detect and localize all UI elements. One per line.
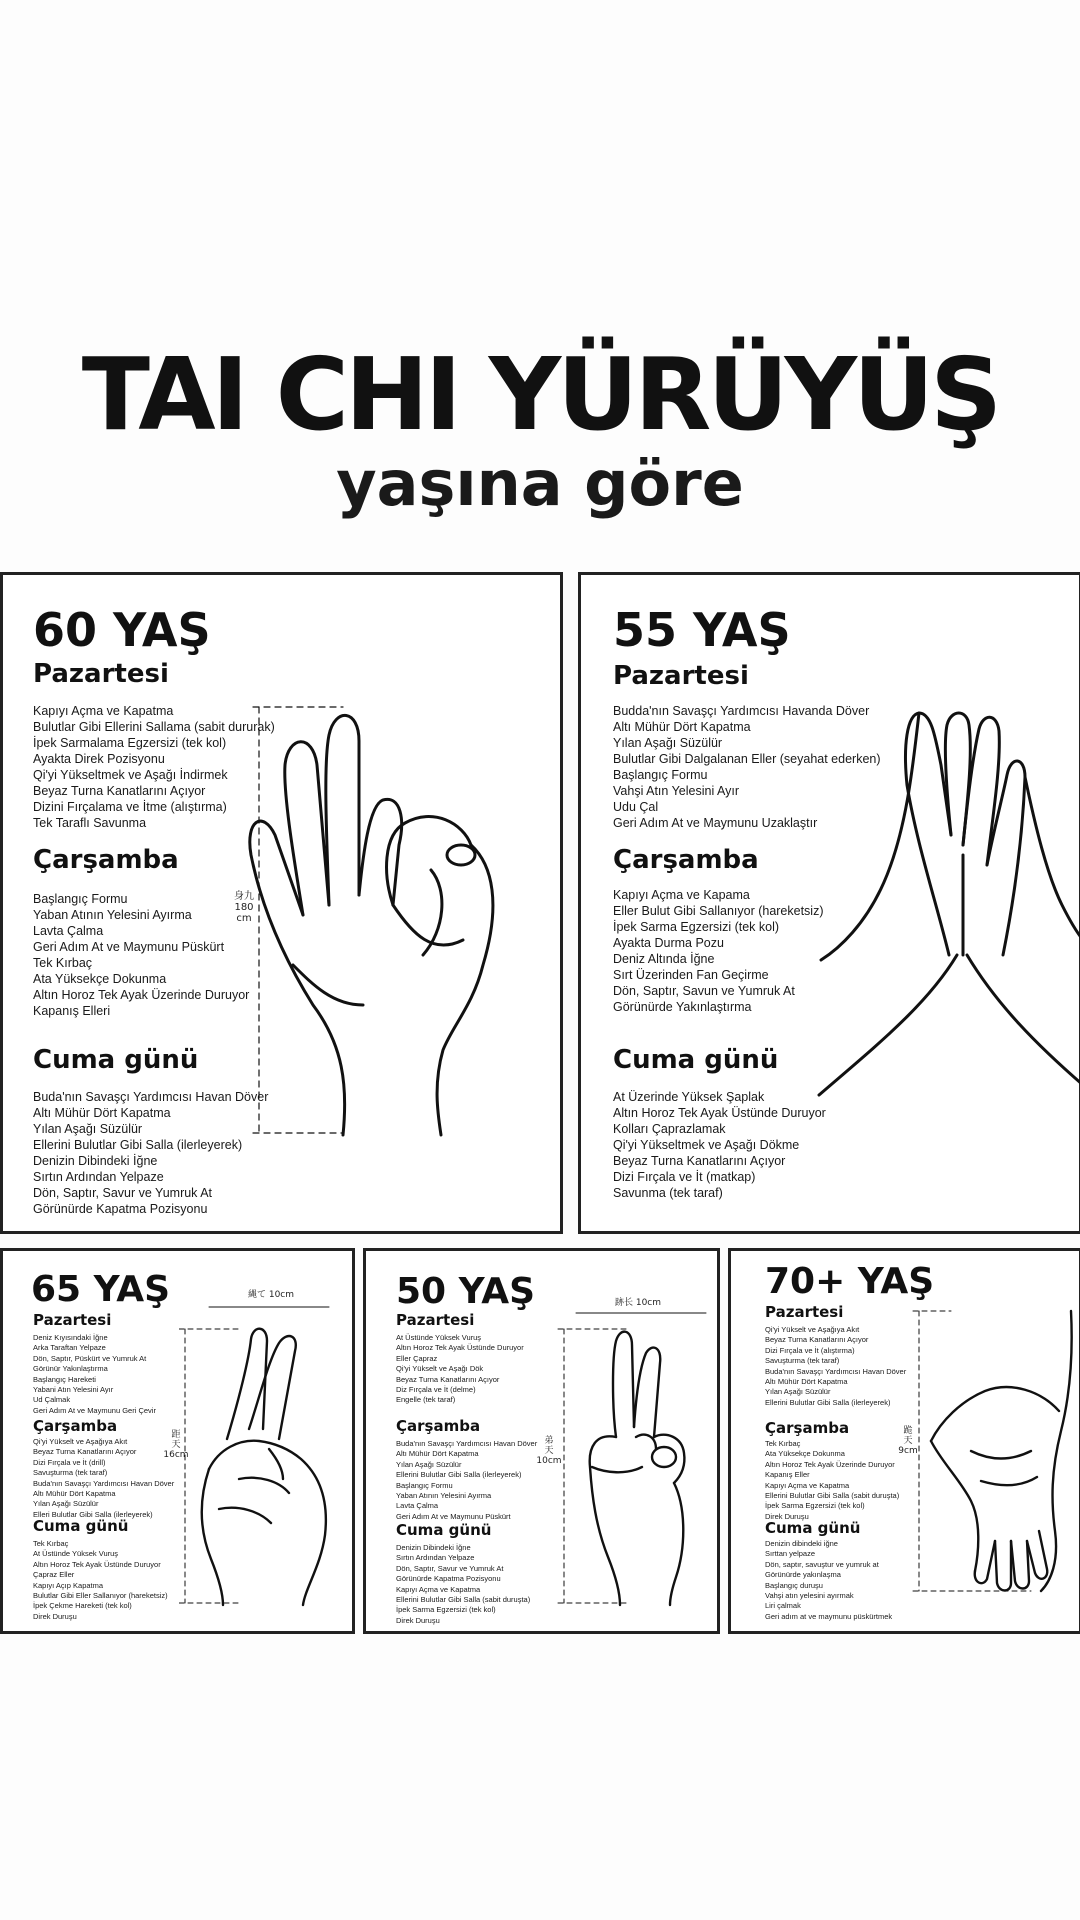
list-item: Görünürde Kapatma Pozisyonu bbox=[396, 1574, 501, 1584]
exercise-list bbox=[396, 1439, 537, 1522]
list-item: Geri Adım At ve Maymunu Püskürt bbox=[396, 1511, 511, 1521]
list-item: Kapıyı Açma ve Kapatma bbox=[396, 1584, 481, 1594]
list-item: Dön, Saptır, Savun ve Yumruk At bbox=[613, 984, 795, 998]
day-heading: Pazartesi bbox=[396, 1311, 475, 1329]
age-heading: 55 YAŞ bbox=[613, 603, 791, 657]
list-item: Dön, Saptır, Savur ve Yumruk At bbox=[396, 1563, 504, 1573]
day-heading: Çarşamba bbox=[33, 845, 179, 875]
list-item: Ellerini Bulutlar Gibi Salla (ilerleyerek) bbox=[33, 1138, 243, 1152]
list-item: Geri Adım At ve Maymunu Geri Çevir bbox=[33, 1405, 156, 1415]
list-item: Vahşi Atın Yelesini Ayır bbox=[613, 784, 740, 798]
list-item: Ud Çalmak bbox=[33, 1395, 71, 1405]
list-item: Altı Mühür Dört Kapatma bbox=[765, 1377, 848, 1387]
list-item: Beyaz Turna Kanatlarını Açıyor bbox=[396, 1374, 500, 1384]
list-item: Başlangıç Hareketi bbox=[33, 1374, 96, 1384]
list-item: Elleri Bulutlar Gibi Salla (ilerleyerek) bbox=[33, 1509, 153, 1519]
list-item: Buda'nın Savaşçı Yardımcısı Havan Döver bbox=[396, 1439, 538, 1448]
list-item: Qi'yi Yükseltmek ve Aşağı Dökme bbox=[613, 1138, 800, 1152]
list-item: Direk Duruşu bbox=[33, 1611, 77, 1621]
list-item: Direk Duruşu bbox=[396, 1615, 440, 1625]
list-item: Yılan Aşağı Süzülür bbox=[33, 1499, 99, 1509]
list-item: Ayakta Direk Pozisyonu bbox=[33, 752, 165, 766]
list-item: Engelle (tek taraf) bbox=[396, 1395, 456, 1405]
list-item: Sırttan yelpaze bbox=[765, 1549, 816, 1559]
list-item: Kapanış Elleri bbox=[33, 1004, 111, 1018]
list-item: Denizin Dibindeki İğne bbox=[33, 1154, 158, 1168]
list-item: Ellerini Bulutlar Gibi Salla (sabit duruşta) bbox=[765, 1491, 900, 1501]
list-item: Denizin Dibindeki İğne bbox=[396, 1543, 471, 1552]
list-item: Ata Yüksekçe Dokunma bbox=[765, 1449, 845, 1459]
age-heading: 50 YAŞ bbox=[396, 1271, 536, 1312]
list-item: İpek Sarma Egzersizi (tek kol) bbox=[396, 1605, 496, 1615]
day-heading: Çarşamba bbox=[613, 845, 759, 875]
exercise-list bbox=[33, 1539, 168, 1622]
day-heading: Pazartesi bbox=[33, 659, 169, 689]
panel-70 bbox=[728, 1248, 1080, 1634]
list-item: Tek Taraflı Savunma bbox=[33, 816, 147, 830]
list-item: İpek Çekme Hareketi (tek kol) bbox=[33, 1601, 132, 1611]
list-item: At Üzerinde Yüksek Şaplak bbox=[613, 1090, 765, 1104]
list-item: Savuşturma (tek taraf) bbox=[765, 1356, 840, 1366]
list-item: Yabani Atın Yelesini Ayır bbox=[33, 1385, 114, 1395]
list-item: Ellerini Bulutlar Gibi Salla (ilerleyerek) bbox=[396, 1470, 522, 1480]
list-item: Vahşi atın yelesini ayırmak bbox=[765, 1591, 854, 1601]
day-heading: Cuma günü bbox=[33, 1045, 199, 1075]
list-item: Altı Mühür Dört Kapatma bbox=[33, 1106, 171, 1120]
exercise-list bbox=[396, 1333, 524, 1406]
list-item: Bulutlar Gibi Dalgalanan Eller (seyahat ederken) bbox=[613, 752, 881, 766]
list-item: Görünürde Yakınlaştırma bbox=[613, 1000, 752, 1014]
list-item: Qi'yi Yükseltmek ve Aşağı İndirmek bbox=[33, 768, 228, 782]
list-item: Geri Adım At ve Maymunu Uzaklaştır bbox=[613, 816, 818, 830]
list-item: Yaban Atının Yelesini Ayırma bbox=[396, 1491, 492, 1501]
list-item: Ellerini Bulutlar Gibi Salla (ilerleyerek) bbox=[765, 1397, 891, 1407]
list-item: Altın Horoz Tek Ayak Üstünde Duruyor bbox=[33, 1559, 161, 1569]
age-heading: 60 YAŞ bbox=[33, 603, 211, 657]
list-item: Buda'nın Savaşçı Yardımcısı Havan Döver bbox=[33, 1090, 269, 1104]
list-item: Denizin dibindeki iğne bbox=[765, 1539, 838, 1548]
day-heading: Cuma günü bbox=[33, 1517, 129, 1535]
list-item: Dizi Fırçala ve İt (matkap) bbox=[613, 1170, 756, 1184]
list-item: Geri adım at ve maymunu püskürtmek bbox=[765, 1611, 893, 1621]
measurement-label: 弟 天 10cm bbox=[536, 1436, 562, 1466]
list-item: Altın Horoz Tek Ayak Üzerinde Duruyor bbox=[765, 1459, 895, 1469]
list-item: At Üstünde Yüksek Vuruş bbox=[396, 1333, 482, 1342]
list-item: Sırtın Ardından Yelpaze bbox=[33, 1170, 164, 1184]
list-item: Dizini Fırçalama ve İtme (alıştırma) bbox=[33, 800, 227, 814]
measurement-label: 跪 天 9cm bbox=[898, 1426, 918, 1456]
list-item: Eller Çapraz bbox=[396, 1353, 438, 1363]
praying-hands-icon bbox=[817, 705, 1080, 1105]
list-item: Liri çalmak bbox=[765, 1601, 801, 1611]
list-item: Savuşturma (tek taraf) bbox=[33, 1468, 108, 1478]
list-item: Buda'nın Savaşçı Yardımcısı Havan Döver bbox=[33, 1478, 175, 1488]
exercise-list bbox=[613, 887, 824, 1015]
list-item: Altı Mühür Dört Kapatma bbox=[613, 720, 751, 734]
list-item: Dön, Saptır, Savur ve Yumruk At bbox=[33, 1186, 213, 1200]
list-item: Beyaz Turna Kanatlarını Açıyor bbox=[33, 1447, 137, 1457]
list-item: At Üstünde Yüksek Vuruş bbox=[33, 1549, 119, 1559]
list-item: Yaban Atının Yelesini Ayırma bbox=[33, 908, 192, 922]
list-item: Sırt Üzerinden Fan Geçirme bbox=[613, 968, 769, 982]
day-heading: Cuma günü bbox=[396, 1521, 492, 1539]
day-heading: Çarşamba bbox=[33, 1417, 118, 1435]
day-heading: Çarşamba bbox=[765, 1419, 850, 1437]
list-item: Tek Kırbaç bbox=[765, 1439, 801, 1448]
measurement-label: 距 天 16cm bbox=[163, 1430, 189, 1460]
list-item: Qi'yi Yükselt ve Aşağıya Akıt bbox=[765, 1325, 860, 1334]
list-item: Diz Fırçala ve İt (delme) bbox=[396, 1385, 476, 1395]
panel-65 bbox=[0, 1248, 355, 1634]
age-heading: 70+ YAŞ bbox=[765, 1261, 935, 1302]
ok-gesture-hand-icon bbox=[233, 705, 553, 1145]
panel-55 bbox=[578, 572, 1080, 1234]
day-heading: Pazartesi bbox=[33, 1311, 112, 1329]
list-item: Ayakta Durma Pozu bbox=[613, 936, 724, 950]
list-item: Altın Horoz Tek Ayak Üstünde Duruyor bbox=[613, 1106, 826, 1120]
list-item: Ellerini Bulutlar Gibi Salla (sabit duruşta) bbox=[396, 1595, 531, 1605]
list-item: Budda'nın Savaşçı Yardımcısı Havanda Döver bbox=[613, 704, 870, 718]
list-item: Başlangıç Formu bbox=[33, 892, 128, 906]
day-heading: Cuma günü bbox=[765, 1519, 861, 1537]
list-item: Arka Taraftan Yelpaze bbox=[33, 1343, 106, 1353]
list-item: Başlangıç Formu bbox=[396, 1480, 453, 1490]
day-heading: Çarşamba bbox=[396, 1417, 481, 1435]
list-item: Qi'yi Yükselt ve Aşağıya Akıt bbox=[33, 1437, 128, 1446]
list-item: Dön, Saptır, Püskürt ve Yumruk At bbox=[33, 1353, 147, 1363]
panel-50 bbox=[363, 1248, 720, 1634]
list-item: Altın Horoz Tek Ayak Üstünde Duruyor bbox=[396, 1343, 524, 1353]
open-palm-hand-icon bbox=[911, 1291, 1080, 1611]
list-item: Yılan Aşağı Süzülür bbox=[396, 1459, 462, 1469]
list-item: Lavta Çalma bbox=[33, 924, 104, 938]
list-item: Yılan Aşağı Süzülür bbox=[33, 1122, 143, 1136]
exercise-list bbox=[396, 1543, 530, 1626]
list-item: Kapıyı Açma ve Kapatma bbox=[765, 1480, 850, 1490]
day-heading: Cuma günü bbox=[613, 1045, 779, 1075]
list-item: Beyaz Turna Kanatlarını Açıyor bbox=[33, 784, 206, 798]
list-item: Sırtın Ardından Yelpaze bbox=[396, 1553, 475, 1563]
peace-sign-hand-icon bbox=[556, 1307, 716, 1609]
list-item: Altın Horoz Tek Ayak Üzerinde Duruyor bbox=[33, 988, 250, 1002]
list-item: Başlangıç duruşu bbox=[765, 1580, 823, 1590]
page-subtitle: yaşına göre bbox=[336, 447, 744, 520]
list-item: Savunma (tek taraf) bbox=[613, 1186, 723, 1200]
list-item: Altı Mühür Dört Kapatma bbox=[33, 1489, 116, 1499]
exercise-list bbox=[33, 891, 249, 1019]
crossed-fingers-hand-icon bbox=[179, 1299, 339, 1609]
list-item: Başlangıç Formu bbox=[613, 768, 708, 782]
list-item: Bulutlar Gibi Eller Sallanıyor (hareketsiz) bbox=[33, 1591, 168, 1601]
day-heading: Pazartesi bbox=[613, 661, 749, 691]
list-item: Bulutlar Gibi Ellerini Sallama (sabit dururak) bbox=[33, 720, 275, 734]
list-item: Beyaz Turna Kanatlarını Açıyor bbox=[765, 1335, 869, 1345]
measurement-label: 身九 180 cm bbox=[234, 891, 254, 924]
measurement-label: 跡长 10cm bbox=[614, 1298, 662, 1308]
list-item: Görünür Yakınlaştırma bbox=[33, 1364, 108, 1374]
list-item: Qi'yi Yükselt ve Aşağı Dök bbox=[396, 1364, 484, 1374]
list-item: Görünürde yakınlaşma bbox=[765, 1570, 841, 1580]
exercise-list bbox=[33, 1333, 156, 1416]
list-item: Çapraz Eller bbox=[33, 1570, 75, 1580]
list-item: Kapıyı Açma ve Kapama bbox=[613, 888, 750, 902]
list-item: Kapıyı Açıp Kapatma bbox=[33, 1580, 104, 1590]
list-item: Beyaz Turna Kanatlarını Açıyor bbox=[613, 1154, 786, 1168]
list-item: Tek Kırbaç bbox=[33, 956, 93, 970]
list-item: Deniz Kıyısındaki İğne bbox=[33, 1333, 108, 1342]
list-item: Direk Duruşu bbox=[765, 1511, 809, 1521]
exercise-list bbox=[765, 1539, 892, 1622]
list-item: İpek Sarma Egzersizi (tek kol) bbox=[765, 1501, 865, 1511]
exercise-list bbox=[613, 1089, 826, 1201]
list-item: Kapanış Eller bbox=[765, 1470, 810, 1480]
list-item: Altı Mühür Dört Kapatma bbox=[396, 1449, 479, 1459]
list-item: Dizi Fırçala ve İt (drill) bbox=[33, 1457, 106, 1467]
list-item: Udu Çal bbox=[613, 800, 659, 814]
list-item: Buda'nın Savaşçı Yardımcısı Havan Döver bbox=[765, 1366, 907, 1376]
list-item: Eller Bulut Gibi Sallanıyor (hareketsiz) bbox=[613, 904, 824, 918]
list-item: Görünürde Kapatma Pozisyonu bbox=[33, 1202, 208, 1216]
list-item: Geri Adım At ve Maymunu Püskürt bbox=[33, 940, 225, 954]
list-item: Tek Kırbaç bbox=[33, 1539, 69, 1548]
day-heading: Pazartesi bbox=[765, 1303, 844, 1321]
list-item: Ata Yüksekçe Dokunma bbox=[33, 972, 167, 986]
exercise-list bbox=[765, 1439, 899, 1522]
measurement-label: 縄て 10cm bbox=[247, 1290, 295, 1300]
list-item: Dön, saptır, savuştur ve yumruk at bbox=[765, 1559, 879, 1569]
list-item: Yılan Aşağı Süzülür bbox=[765, 1387, 831, 1397]
list-item: Yılan Aşağı Süzülür bbox=[613, 736, 723, 750]
list-item: Deniz Altında İğne bbox=[613, 952, 715, 966]
page-title: TAI CHI YÜRÜYÜŞ bbox=[81, 336, 999, 453]
list-item: Lavta Çalma bbox=[396, 1501, 439, 1511]
panel-60 bbox=[0, 572, 563, 1234]
age-heading: 65 YAŞ bbox=[31, 1269, 171, 1310]
list-item: Kapıyı Açma ve Kapatma bbox=[33, 704, 174, 718]
list-item: İpek Sarma Egzersizi (tek kol) bbox=[613, 920, 780, 934]
list-item: Kolları Çaprazlamak bbox=[613, 1122, 726, 1136]
exercise-list bbox=[765, 1325, 906, 1408]
list-item: Dizi Fırçala ve İt (alıştırma) bbox=[765, 1345, 855, 1355]
list-item: İpek Sarmalama Egzersizi (tek kol) bbox=[33, 736, 227, 750]
exercise-list bbox=[33, 1437, 174, 1520]
